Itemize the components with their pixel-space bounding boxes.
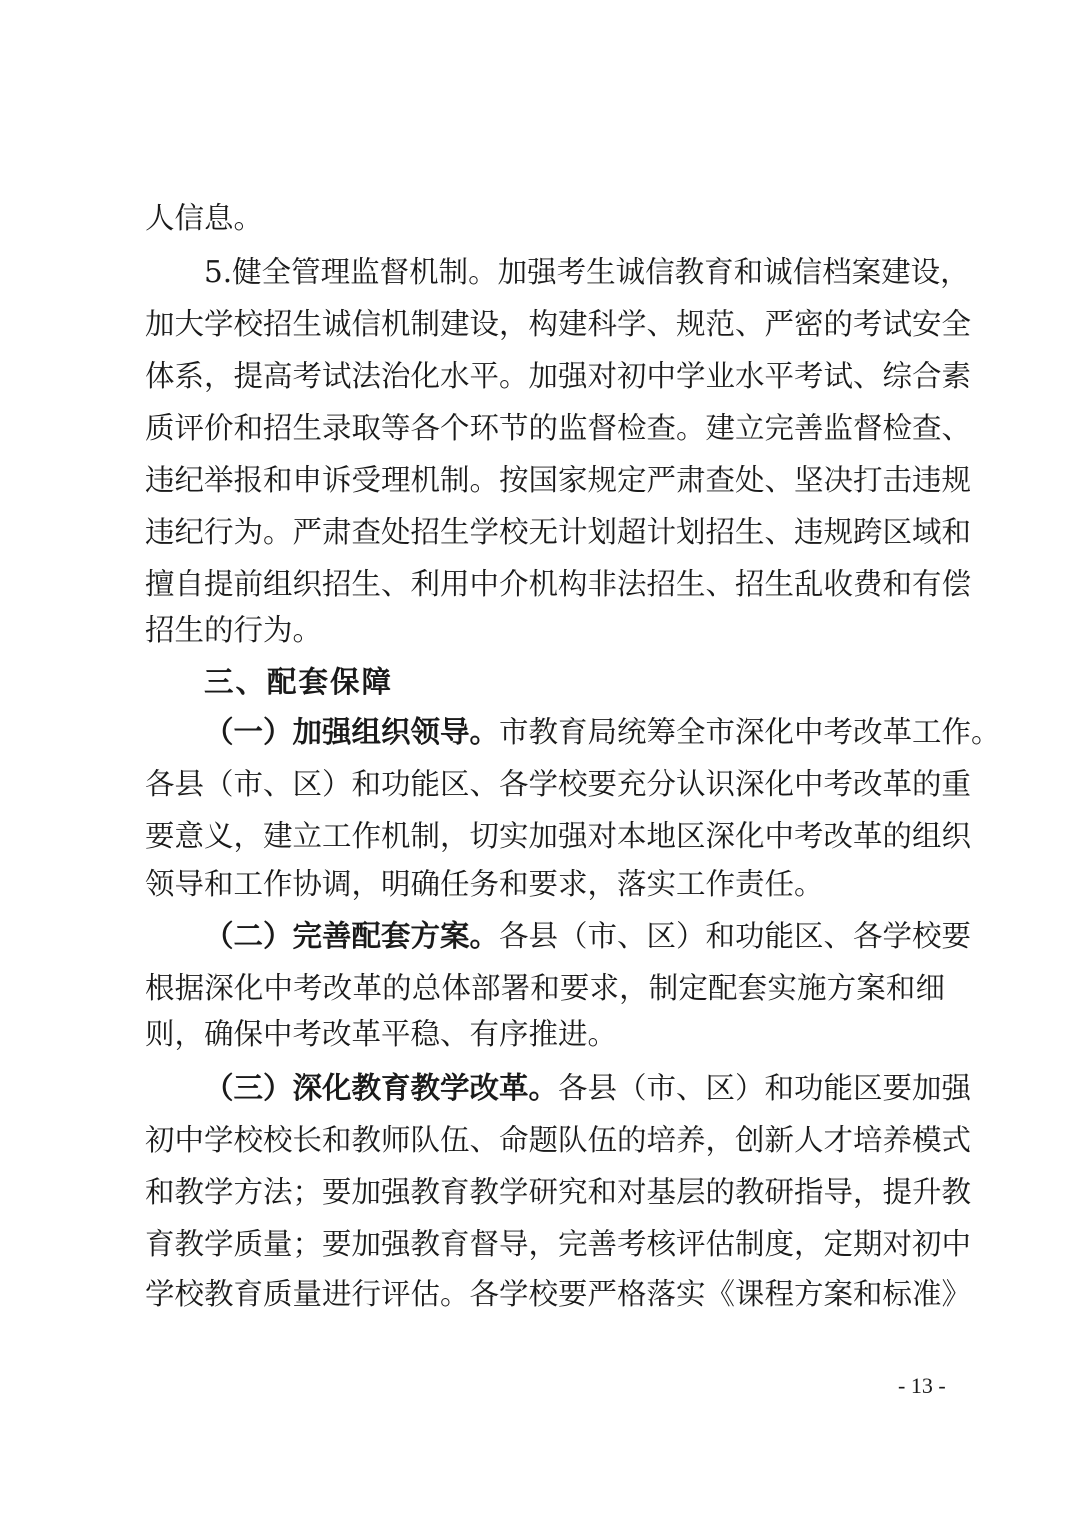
text-line: 擅自提前组织招生、利用中介机构非法招生、招生乱收费和有偿	[145, 567, 972, 601]
text-line: 各县（市、区）和功能区、各学校要充分认识深化中考改革的重	[145, 767, 972, 801]
subsection-2-title: （二）完善配套方案。	[204, 918, 500, 953]
text-line: 学校教育质量进行评估。各学校要严格落实《课程方案和标准》	[145, 1277, 972, 1311]
text-line: 体系，提高考试法治化水平。加强对初中学业水平考试、综合素	[145, 359, 972, 393]
text-line: 领导和工作协调，明确任务和要求，落实工作责任。	[145, 867, 824, 901]
text-line: 初中学校校长和教师队伍、命题队伍的培养，创新人才培养模式	[145, 1123, 972, 1157]
text-line: 违纪举报和申诉受理机制。按国家规定严肃查处、坚决打击违规	[145, 463, 972, 497]
subsection-1-title: （一）加强组织领导。	[204, 714, 500, 749]
text-line: 加大学校招生诚信机制建设，构建科学、规范、严密的考试安全	[145, 307, 972, 341]
subsection-3-title: （三）深化教育教学改革。	[204, 1070, 559, 1105]
subsection-2-first-line	[204, 918, 972, 954]
text-line: 则，确保中考改革平稳、有序推进。	[145, 1017, 618, 1051]
text-line: 质评价和招生录取等各个环节的监督检查。建立完善监督检查、	[145, 411, 972, 445]
section-heading: 三、配套保障	[204, 665, 394, 699]
text-line: 根据深化中考改革的总体部署和要求，制定配套实施方案和细	[145, 971, 945, 1005]
text-line: 育教学质量；要加强教育督导，完善考核评估制度，定期对初中	[145, 1227, 972, 1261]
paragraph-5-first-line: 5.健全管理监督机制。加强考生诚信教育和诚信档案建设，	[204, 255, 970, 289]
text-line: 人信息。	[145, 201, 264, 235]
subsection-2-text: 各县（市、区）和功能区、各学校要	[499, 919, 972, 953]
text-line: 和教学方法；要加强教育教学研究和对基层的教研指导，提升教	[145, 1175, 972, 1209]
text-line: 招生的行为。	[145, 613, 323, 647]
subsection-1-first-line	[204, 714, 1001, 750]
subsection-1-text: 市教育局统筹全市深化中考改革工作。	[499, 715, 1001, 749]
text-line: 要意义，建立工作机制，切实加强对本地区深化中考改革的组织	[145, 819, 972, 853]
page-number: - 13 -	[898, 1373, 946, 1398]
subsection-3-first-line	[204, 1070, 972, 1106]
subsection-3-text: 各县（市、区）和功能区要加强	[558, 1071, 972, 1105]
text-line: 违纪行为。严肃查处招生学校无计划超计划招生、违规跨区域和	[145, 515, 972, 549]
